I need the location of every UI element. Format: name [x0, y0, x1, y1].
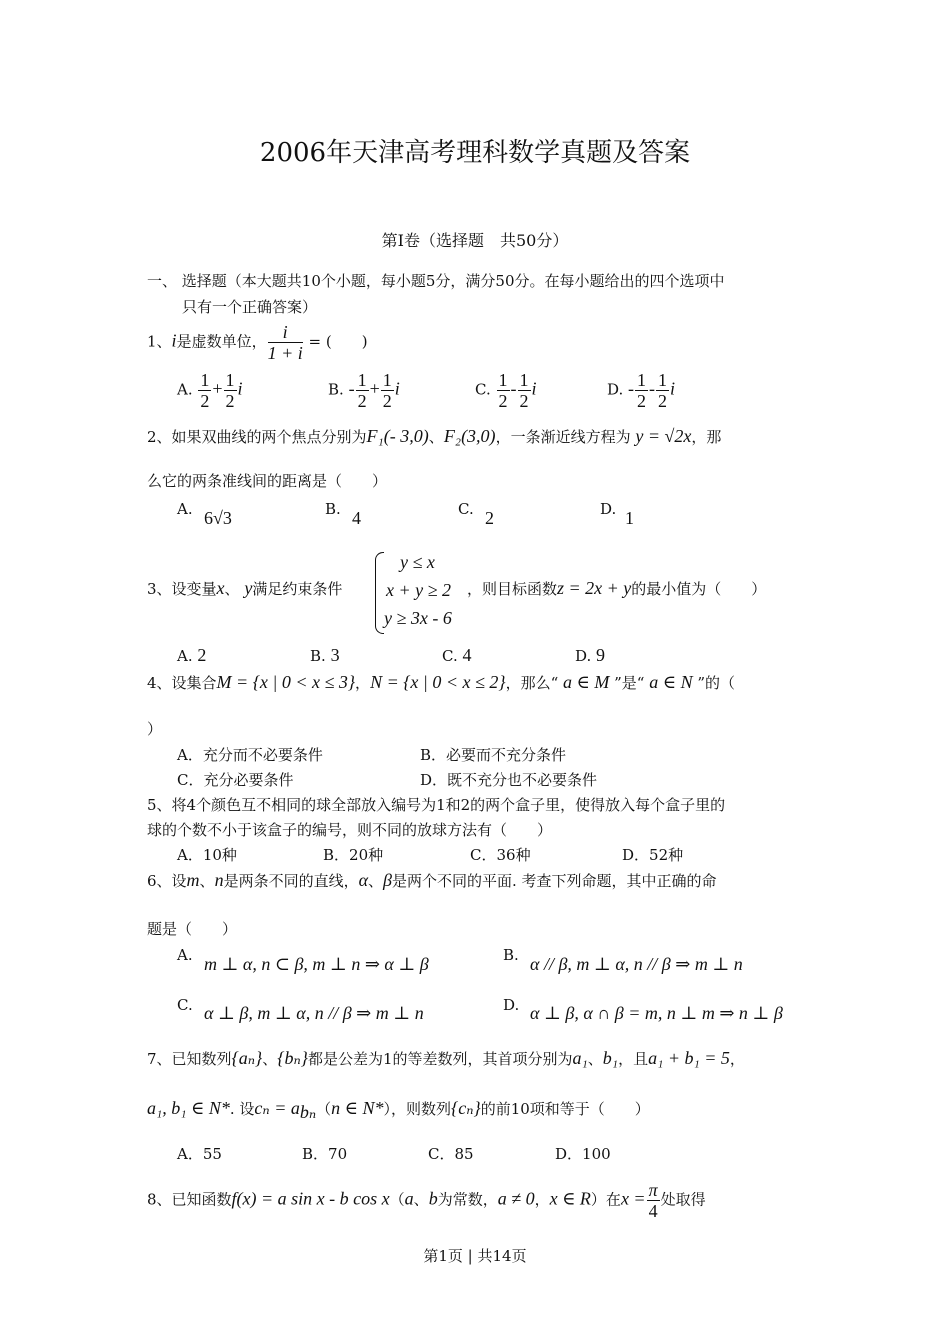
q2-line2: 么它的两条准线间的距离是（ ）	[147, 472, 388, 490]
q1-c-den2: 2	[519, 391, 529, 411]
q1-frac-den: 1 + i	[267, 343, 303, 363]
q1-option-b	[328, 370, 400, 411]
q1-d-sign: -	[628, 378, 635, 399]
q8-b: b	[428, 1188, 438, 1209]
q1-tail: = ( )	[308, 332, 368, 351]
q6-sep2: 、	[368, 872, 384, 890]
q6-b-value: α // β, m ⊥ α, n // β ⇒ m ⊥ n	[530, 954, 743, 974]
q7-cn: cₙ = a	[254, 1098, 300, 1118]
question-4	[147, 672, 735, 693]
q1-option-c	[475, 370, 537, 411]
q7-sep2: 、	[587, 1050, 603, 1068]
page-footer: 第1页 | 共14页	[423, 1247, 527, 1265]
q3-b-value: 3	[330, 645, 340, 665]
q1-d-i: i	[670, 378, 676, 399]
q6-alpha: α	[358, 870, 369, 890]
q8-pi: π	[648, 1180, 658, 1200]
q4-set-n: N = {x | 0 < x ≤ 2}	[370, 672, 506, 692]
q1-frac-num: i	[268, 322, 303, 343]
q2-text-a: 2、如果双曲线的两个焦点分别为	[147, 428, 367, 446]
q4-sep: ，	[355, 674, 371, 692]
q3-option-d	[575, 645, 605, 666]
q7-option-d: D．100	[555, 1145, 611, 1163]
q4-a-in-m: a ∈ M	[563, 672, 610, 692]
q4-text-c: ”是“	[614, 674, 645, 692]
q5-line1: 5、将4个颜色互不相同的球全部放入编号为1和2的两个盒子里，使得放入每个盒子里的	[147, 796, 726, 814]
q7-n-in-n: n ∈ N*	[331, 1098, 384, 1118]
q8-cond1: a ≠ 0	[497, 1188, 535, 1209]
q3-text-c: ，则目标函数	[467, 580, 558, 598]
q6-text-a: 6、设	[147, 872, 187, 890]
q6-d-value: α ⊥ β, α ∩ β = m, n ⊥ m ⇒ n ⊥ β	[530, 1003, 783, 1023]
q5-option-a: A．10种	[177, 846, 237, 864]
q3-option-c	[442, 645, 472, 666]
q6-text-c: 是两个不同的平面. 考查下列命题，其中正确的命	[392, 872, 717, 890]
q3-d-value: 9	[596, 645, 606, 665]
q1-text: 是虚数单位，	[176, 332, 267, 351]
q4-option-d: D．既不充分也不必要条件	[420, 771, 598, 789]
q6-c-label: C.	[177, 996, 193, 1014]
q7-seq-c: {cₙ}	[451, 1098, 481, 1118]
q8-sep: 、	[413, 1190, 429, 1209]
q3-c-label: C.	[442, 647, 458, 665]
q1-c-label: C.	[475, 380, 491, 399]
question-7-line2	[147, 1098, 650, 1123]
q2-b-label: B.	[325, 500, 341, 518]
q8-a: a	[404, 1188, 414, 1209]
q1-d-num2: 1	[658, 370, 668, 390]
q8-text-c: 为常数，	[437, 1190, 498, 1209]
q6-sep1: 、	[199, 872, 215, 890]
q2-option-c	[458, 500, 474, 518]
q3-d-label: D.	[575, 647, 592, 665]
q8-text-d: ，	[534, 1190, 550, 1209]
q1-a-den1: 2	[200, 391, 210, 411]
q6-beta: β	[383, 870, 393, 890]
question-6	[147, 870, 717, 891]
q6-c-value: α ⊥ β, m ⊥ α, n // β ⇒ m ⊥ n	[204, 1003, 424, 1023]
q3-x: x	[216, 578, 225, 598]
q3-constraint-2: x + y ≥ 2	[386, 580, 452, 600]
q3-text-a: 3、设变量	[147, 580, 217, 598]
q1-b-num2: 1	[382, 370, 392, 390]
q3-constraint-brace	[375, 552, 384, 634]
q3-text-b: 满足约束条件	[252, 580, 343, 598]
q8-text-a: 8、已知函数	[147, 1190, 232, 1209]
q2-d-label: D.	[600, 500, 617, 518]
q6-a-label: A.	[177, 946, 193, 964]
q4-a-in-n: a ∈ N	[649, 672, 693, 692]
q7-text-b: 都是公差为1的等差数列，其首项分别为	[307, 1050, 573, 1068]
q3-a-label: A.	[177, 647, 193, 665]
q8-pi-fraction	[647, 1180, 660, 1221]
q1-d-den1: 2	[637, 391, 647, 411]
q1-b-den1: 2	[357, 391, 367, 411]
q2-focus1: F₁(- 3,0)	[366, 426, 429, 446]
q6-line2: 题是（ ）	[147, 920, 238, 938]
q2-asymptote: y = √2x	[635, 426, 692, 446]
q7-text-h: 的前10项和等于（ ）	[480, 1100, 650, 1118]
q3-option-a	[177, 645, 206, 666]
q3-y: y	[244, 578, 253, 598]
q7-option-c: C．85	[428, 1145, 474, 1163]
q3-a-value: 2	[197, 645, 207, 665]
q6-text-b: 是两条不同的直线，	[223, 872, 359, 890]
q4-text-a: 4、设集合	[147, 674, 217, 692]
section-heading: 第Ⅰ卷（选择题 共50分）	[381, 231, 569, 250]
q7-text-g: ），则数列	[383, 1100, 452, 1118]
question-1	[147, 322, 368, 363]
q5-line2: 球的个数不小于该盒子的编号，则不同的放球方法有（ ）	[147, 821, 553, 839]
q8-function: f(x) = a sin x - b cos x	[231, 1188, 390, 1209]
q1-c-den1: 2	[498, 391, 508, 411]
q3-objective	[467, 578, 766, 599]
q2-d-value: 1	[625, 508, 634, 528]
q3-c-value: 4	[462, 645, 472, 665]
q4-option-b: B．必要而不充分条件	[420, 746, 567, 764]
q4-text-d: ”的（	[697, 674, 736, 692]
q2-text-b: ，一条渐近线方程为	[495, 428, 631, 446]
q7-text-e: . 设	[229, 1100, 255, 1118]
q1-b-num1: 1	[357, 370, 367, 390]
instructions-line1: 一、 选择题（本大题共10个小题，每小题5分，满分50分。在每小题给出的四个选项中	[147, 272, 725, 290]
q6-a-value: m ⊥ α, n ⊂ β, m ⊥ n ⇒ α ⊥ β	[204, 954, 429, 974]
q1-a-label: A.	[177, 380, 193, 399]
q1-option-d	[607, 370, 675, 411]
q1-c-num2: 1	[519, 370, 529, 390]
q2-b-value: 4	[352, 508, 361, 528]
q1-d-den2: 2	[658, 391, 668, 411]
page-title: 2006年天津高考理科数学真题及答案	[259, 138, 691, 168]
q7-seq-a: {aₙ}	[231, 1048, 263, 1068]
q1-a-op: +	[212, 378, 223, 399]
q1-b-i: i	[394, 378, 400, 399]
q8-four: 4	[648, 1201, 658, 1221]
q2-text-c: ，那	[691, 428, 722, 446]
q3-text-d: 的最小值为（ ）	[631, 580, 767, 598]
q4-text-b: ，那么“	[505, 674, 559, 692]
q7-option-a: A．55	[177, 1145, 222, 1163]
q5-option-c: C．36种	[470, 846, 531, 864]
q1-a-i: i	[237, 378, 243, 399]
q7-text-f: （	[316, 1100, 332, 1118]
q2-a-label: A.	[177, 500, 193, 518]
q2-option-b	[325, 500, 341, 518]
q7-cn-sub: bₙ	[299, 1102, 317, 1122]
q1-b-sign: -	[348, 378, 355, 399]
q6-n: n	[214, 870, 224, 890]
q7-text-c: ，且	[618, 1050, 649, 1068]
q1-a-num1: 1	[200, 370, 210, 390]
q8-text-b: （	[389, 1190, 405, 1209]
q1-a-num2: 1	[225, 370, 235, 390]
instructions-line2: 只有一个正确答案）	[182, 298, 318, 316]
q7-condition: a₁, b₁ ∈ N*	[147, 1098, 230, 1118]
question-8	[147, 1180, 706, 1221]
q1-c-op: -	[510, 378, 517, 399]
q7-b1: b₁	[602, 1048, 619, 1068]
question-2	[147, 426, 721, 447]
q8-cond2: x ∈ R	[549, 1188, 591, 1209]
q4-option-c: C．充分必要条件	[177, 771, 294, 789]
q2-c-value: 2	[485, 508, 494, 528]
q1-d-label: D.	[607, 380, 624, 399]
q6-d-label: D.	[503, 996, 520, 1014]
q4-set-m: M = {x | 0 < x ≤ 3}	[216, 672, 356, 692]
q1-i: i	[171, 330, 177, 351]
q2-option-d	[600, 500, 616, 518]
q1-d-op: -	[649, 378, 656, 399]
q3-objective-fn: z = 2x + y	[557, 578, 632, 598]
q6-b-label: B.	[503, 946, 519, 964]
q8-text-f: 处取得	[660, 1190, 706, 1209]
question-7-line1	[147, 1048, 745, 1069]
q7-seq-b: {bₙ}	[277, 1048, 308, 1068]
q1-c-i: i	[531, 378, 537, 399]
q2-focus2: F₂(3,0)	[443, 426, 496, 446]
q5-option-d: D．52种	[622, 846, 684, 864]
q4-option-a: A．充分而不必要条件	[177, 746, 323, 764]
q1-b-op: +	[369, 378, 380, 399]
q2-sep: 、	[428, 428, 444, 446]
q8-text-e: ）在	[590, 1190, 621, 1209]
q3-b-label: B.	[310, 647, 326, 665]
q7-text-a: 7、已知数列	[147, 1050, 232, 1068]
q1-c-num1: 1	[498, 370, 508, 390]
q1-b-label: B.	[328, 380, 344, 399]
q2-option-a	[177, 500, 193, 518]
q8-x-eq: x =	[620, 1188, 646, 1209]
q7-sum: a₁ + b₁ = 5	[648, 1048, 730, 1068]
q5-option-b: B．20种	[323, 846, 384, 864]
question-3	[147, 578, 342, 599]
q1-b-den2: 2	[382, 391, 392, 411]
q2-c-label: C.	[458, 500, 474, 518]
q7-text-d: ，	[729, 1050, 745, 1068]
q3-sep: 、	[224, 580, 240, 598]
q1-d-num1: 1	[637, 370, 647, 390]
q3-constraint-3: y ≥ 3x - 6	[384, 608, 452, 628]
q6-m: m	[186, 870, 200, 890]
q1-fraction	[268, 322, 303, 363]
q7-a1: a₁	[572, 1048, 588, 1068]
q1-option-a	[177, 370, 243, 411]
q3-constraint-1: y ≤ x	[400, 552, 435, 572]
q7-sep1: 、	[262, 1050, 278, 1068]
q1-prefix: 1、	[147, 332, 172, 351]
q2-a-value: 6√3	[204, 508, 232, 528]
q3-option-b	[310, 645, 340, 666]
q7-option-b: B．70	[302, 1145, 348, 1163]
q1-a-den2: 2	[225, 391, 235, 411]
q4-line2: ）	[147, 720, 163, 738]
